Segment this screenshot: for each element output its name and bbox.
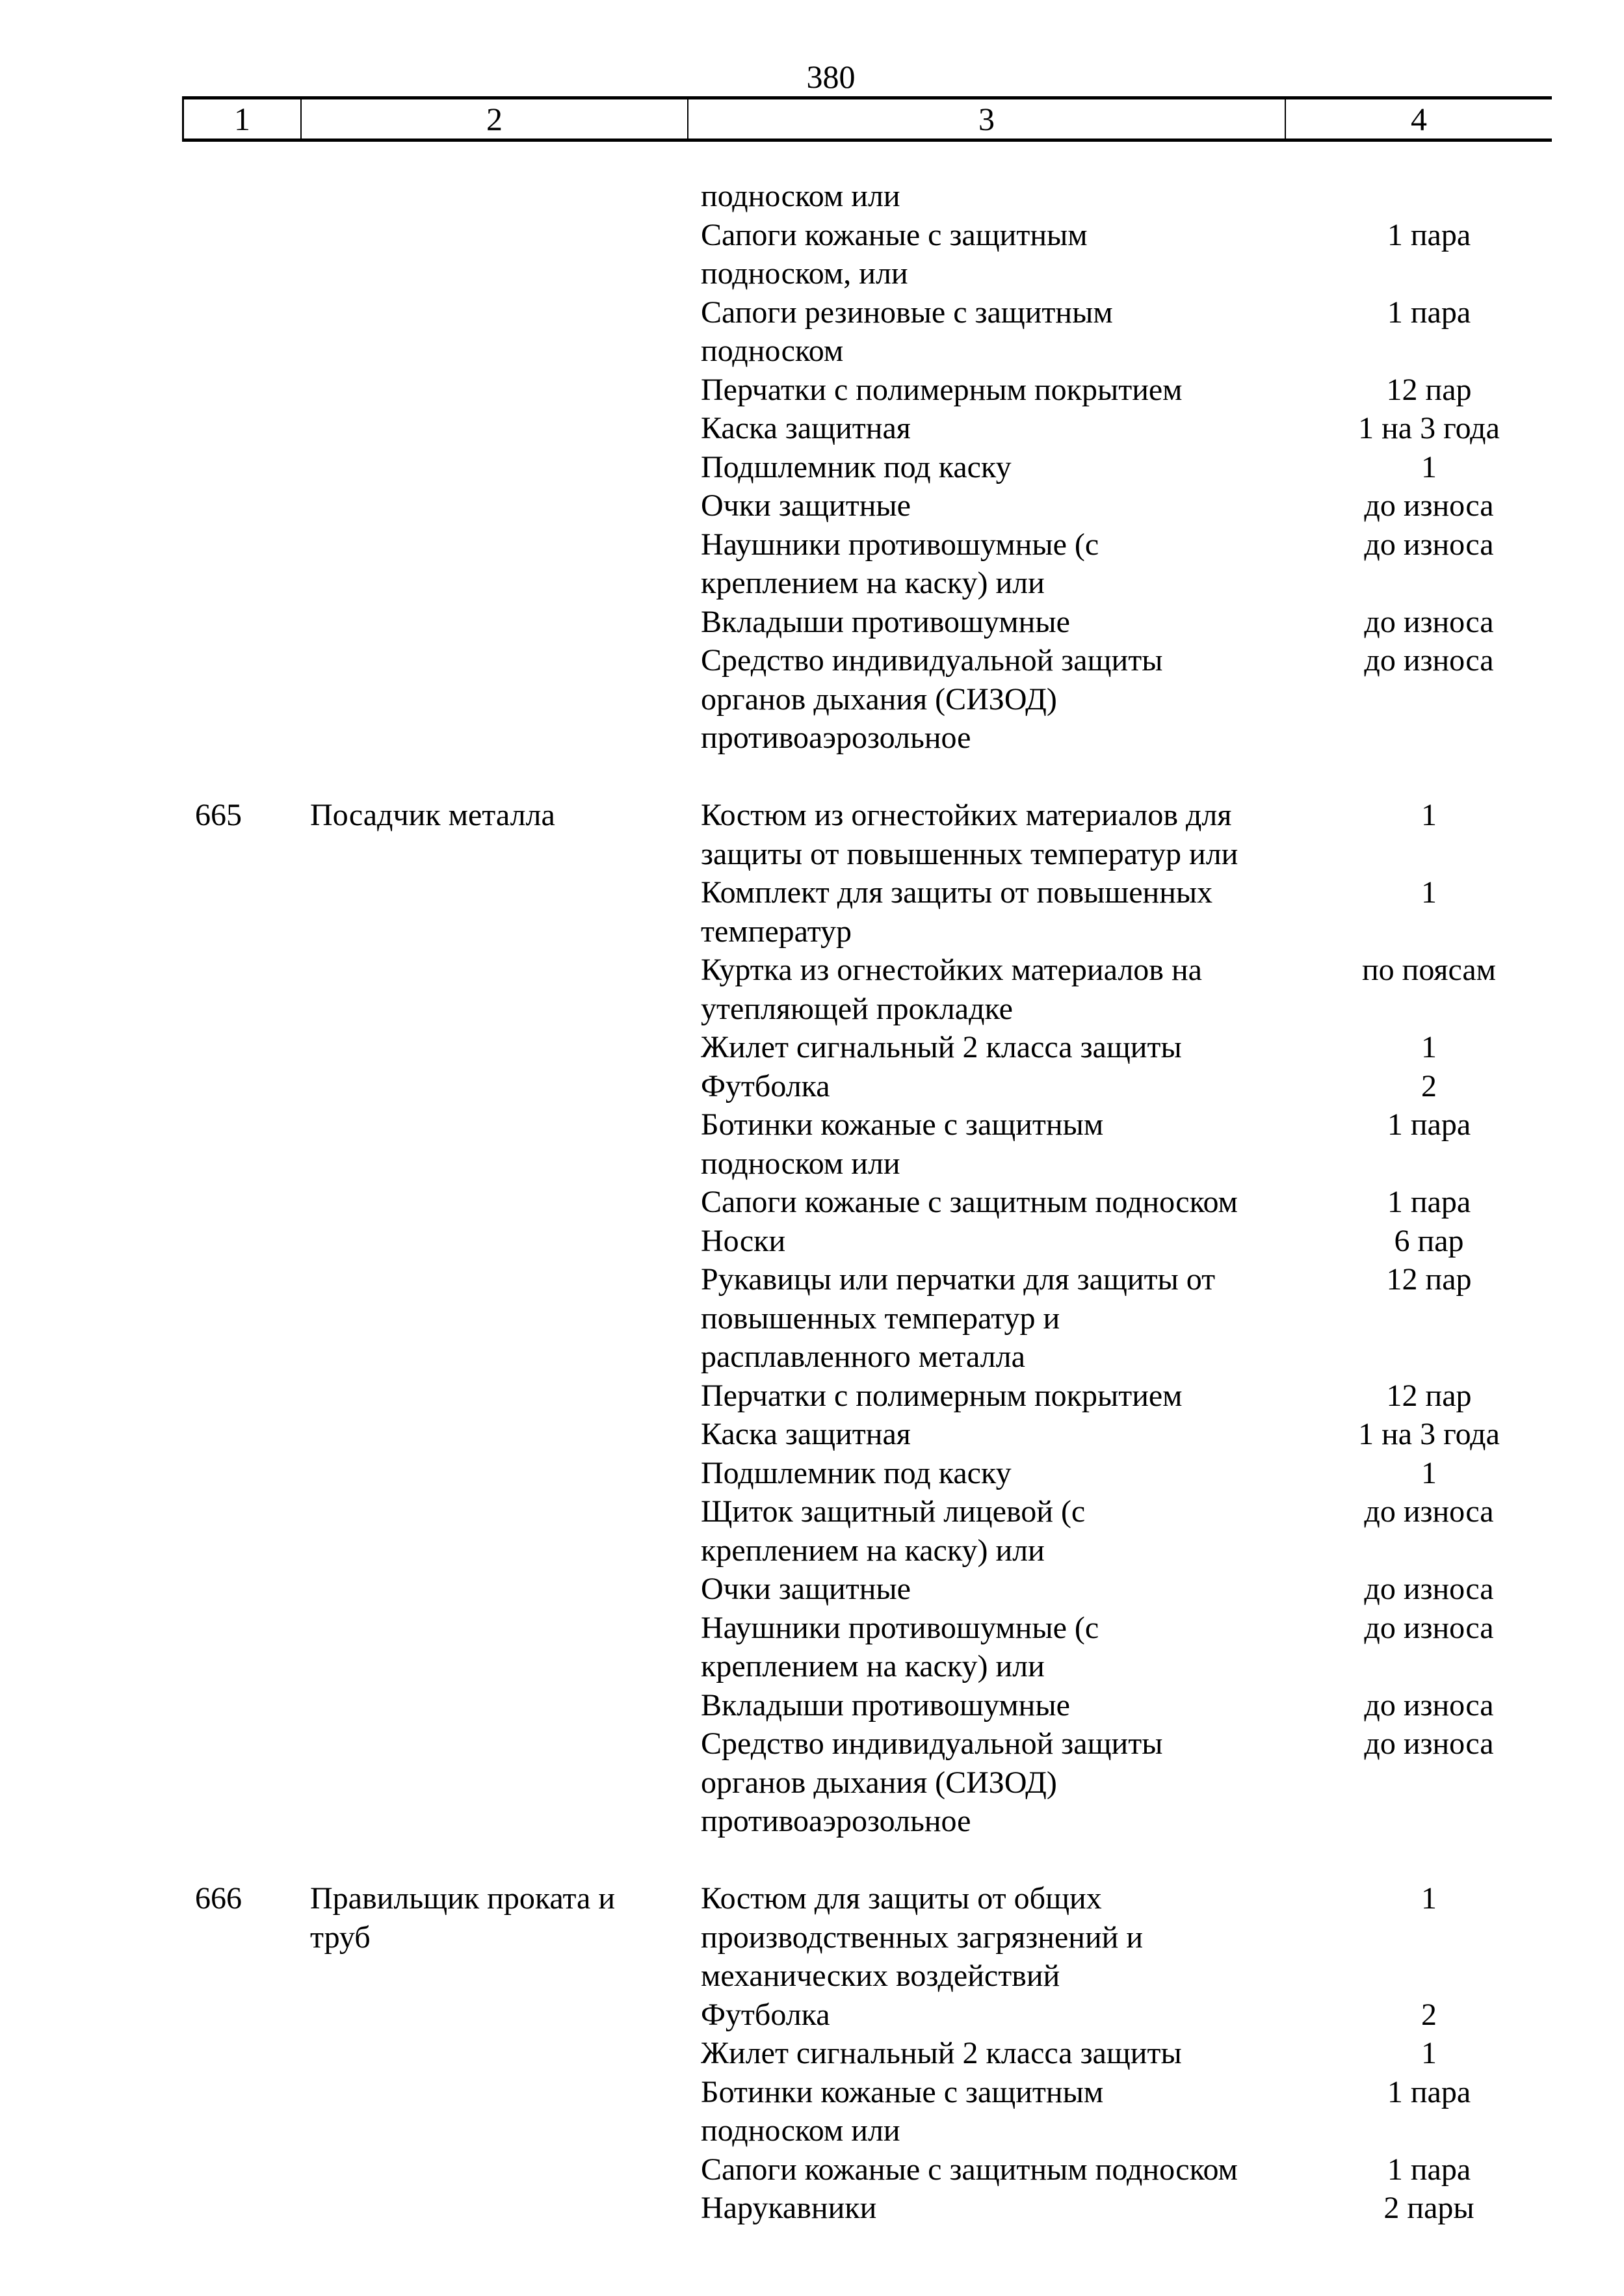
list-item <box>701 1222 1624 1261</box>
list-item <box>701 603 1624 642</box>
ppe-item-name: Средство индивидуальной защиты органов дыхания (СИЗОД) противоаэрозольное <box>701 643 1163 755</box>
ppe-item-quantity: 1 на 3 года <box>1358 411 1500 445</box>
ppe-item-quantity: до износа <box>1364 1572 1494 1606</box>
ppe-item-name: Сапоги кожаные с защитным подноском <box>701 1185 1238 1219</box>
ppe-item-quantity: 12 пар <box>1386 1262 1472 1297</box>
ppe-item-name: Вкладыши противошумные <box>701 604 1070 639</box>
ppe-item-quantity: 1 пара <box>1387 1107 1471 1142</box>
ppe-item-quantity: 12 пар <box>1386 1378 1472 1413</box>
ppe-item-name: Средство индивидуальной защиты органов дыхания (СИЗОД) противоаэрозольное <box>701 1726 1163 1838</box>
row-number: 666 <box>195 1881 242 1916</box>
table-header <box>182 96 1552 142</box>
list-item <box>701 2150 1624 2189</box>
header-col-2: 2 <box>302 99 688 139</box>
ppe-item-quantity: 12 пар <box>1386 372 1472 407</box>
ppe-item-name: Нарукавники <box>701 2191 877 2225</box>
header-col-3: 3 <box>688 99 1286 139</box>
ppe-item-name: Подшлемник под каску <box>701 1455 1012 1490</box>
list-item <box>701 1067 1624 1106</box>
list-item <box>701 2189 1624 2228</box>
list-item <box>701 371 1624 410</box>
ppe-item-name: Футболка <box>701 1997 830 2032</box>
ppe-list <box>701 1879 1624 2228</box>
list-item <box>701 1686 1624 1725</box>
ppe-item-quantity: до износа <box>1364 488 1494 523</box>
list-item <box>701 2073 1624 2150</box>
occupation-name: Посадчик металла <box>310 798 555 832</box>
ppe-item-quantity: 1 пара <box>1387 1185 1471 1219</box>
ppe-item-quantity: до износа <box>1364 604 1494 639</box>
ppe-item-name: Комплект для защиты от повышенных температур <box>701 875 1213 949</box>
ppe-item-name: Наушники противошумные (с креплением на каску) или <box>701 1610 1099 1683</box>
ppe-item-quantity: 1 <box>1421 1030 1437 1064</box>
ppe-item-quantity: 1 <box>1421 798 1437 832</box>
ppe-item-name: Наушники противошумные (с креплением на каску) или <box>701 527 1099 600</box>
ppe-item-quantity: до износа <box>1364 1494 1494 1529</box>
list-item <box>701 951 1624 1028</box>
list-item <box>701 1996 1624 2035</box>
list-item <box>701 1028 1624 1067</box>
list-item <box>701 409 1624 448</box>
ppe-item-quantity: 1 пара <box>1387 2152 1471 2187</box>
ppe-item-quantity: до износа <box>1364 1610 1494 1645</box>
ppe-item-quantity: 2 пары <box>1383 2191 1474 2225</box>
ppe-item-quantity: 1 <box>1421 1455 1437 1490</box>
table-row-group <box>0 177 1624 758</box>
list-item <box>701 1415 1624 1454</box>
list-item <box>701 796 1624 873</box>
ppe-item-name: Куртка из огнестойких материалов на утепляющей прокладке <box>701 953 1202 1026</box>
ppe-item-quantity: 6 пар <box>1394 1223 1464 1258</box>
ppe-item-name: Рукавицы или перчатки для защиты от повышенных температур и расплавленного металла <box>701 1262 1216 1374</box>
table-body <box>0 177 1624 2266</box>
ppe-item-name: Жилет сигнальный 2 класса защиты <box>701 2036 1182 2070</box>
ppe-item-name: Костюм из огнестойких материалов для защиты от повышенных температур или <box>701 798 1238 871</box>
ppe-item-quantity: 1 пара <box>1387 295 1471 330</box>
list-item <box>701 486 1624 525</box>
list-item <box>701 293 1624 371</box>
list-item <box>701 2034 1624 2073</box>
list-item <box>701 641 1624 758</box>
ppe-item-name: Ботинки кожаные с защитным подноском или <box>701 1107 1104 1181</box>
ppe-list <box>701 177 1624 758</box>
ppe-item-quantity: 1 <box>1421 875 1437 910</box>
ppe-item-name: Очки защитные <box>701 1572 911 1606</box>
ppe-item-name: Каска защитная <box>701 411 911 445</box>
ppe-item-quantity: 1 пара <box>1387 217 1471 252</box>
ppe-item-name: подноском или <box>701 179 900 213</box>
table-row-group <box>0 796 1624 1841</box>
ppe-item-quantity: 2 <box>1421 1997 1437 2032</box>
ppe-item-name: Перчатки с полимерным покрытием <box>701 372 1183 407</box>
ppe-item-name: Ботинки кожаные с защитным подноском или <box>701 2074 1104 2148</box>
list-item <box>701 177 1624 216</box>
list-item <box>701 1570 1624 1609</box>
ppe-item-name: Сапоги кожаные с защитным подноском <box>701 2152 1238 2187</box>
list-item <box>701 1492 1624 1570</box>
list-item <box>701 1105 1624 1183</box>
list-item <box>701 1879 1624 1996</box>
list-item <box>701 216 1624 293</box>
ppe-item-name: Жилет сигнальный 2 класса защиты <box>701 1030 1182 1064</box>
table-row-group <box>0 1879 1624 2228</box>
row-number: 665 <box>195 798 242 832</box>
ppe-item-name: Костюм для защиты от общих производственных загрязнений и механических воздействий <box>701 1881 1144 1993</box>
ppe-item-quantity <box>1286 177 1572 216</box>
page-number: 380 <box>806 59 856 95</box>
header-col-1: 1 <box>184 99 302 139</box>
ppe-item-quantity: 1 на 3 года <box>1358 1417 1500 1451</box>
ppe-item-quantity: 1 пара <box>1387 2074 1471 2109</box>
ppe-item-quantity: до износа <box>1364 1726 1494 1761</box>
ppe-item-quantity: до износа <box>1364 1687 1494 1722</box>
ppe-item-name: Перчатки с полимерным покрытием <box>701 1378 1183 1413</box>
list-item <box>701 525 1624 603</box>
ppe-item-quantity: 1 <box>1421 2036 1437 2070</box>
list-item <box>701 1260 1624 1377</box>
list-item <box>701 1183 1624 1222</box>
ppe-item-quantity: 1 <box>1421 1881 1437 1916</box>
ppe-item-name: Щиток защитный лицевой (с креплением на каску) или <box>701 1494 1086 1568</box>
ppe-item-name: Подшлемник под каску <box>701 449 1012 484</box>
list-item <box>701 1377 1624 1416</box>
ppe-item-name: Вкладыши противошумные <box>701 1687 1070 1722</box>
list-item <box>701 1609 1624 1686</box>
ppe-item-quantity: 1 <box>1421 449 1437 484</box>
ppe-item-name: Очки защитные <box>701 488 911 523</box>
ppe-list <box>701 796 1624 1841</box>
list-item <box>701 1724 1624 1841</box>
list-item <box>701 1454 1624 1493</box>
ppe-item-quantity: 2 <box>1421 1068 1437 1103</box>
ppe-item-quantity: до износа <box>1364 643 1494 678</box>
ppe-item-name: Сапоги кожаные с защитным подноском, или <box>701 217 1088 291</box>
ppe-item-name: Носки <box>701 1223 786 1258</box>
ppe-item-name: Футболка <box>701 1068 830 1103</box>
occupation-name: Правильщик проката и труб <box>310 1881 616 1955</box>
list-item <box>701 448 1624 487</box>
list-item <box>701 873 1624 951</box>
ppe-item-quantity: по поясам <box>1361 953 1497 987</box>
ppe-item-name: Сапоги резиновые с защитным подноском <box>701 295 1113 368</box>
ppe-item-quantity: до износа <box>1364 527 1494 562</box>
ppe-item-name: Каска защитная <box>701 1417 911 1451</box>
header-col-4: 4 <box>1411 101 1427 137</box>
